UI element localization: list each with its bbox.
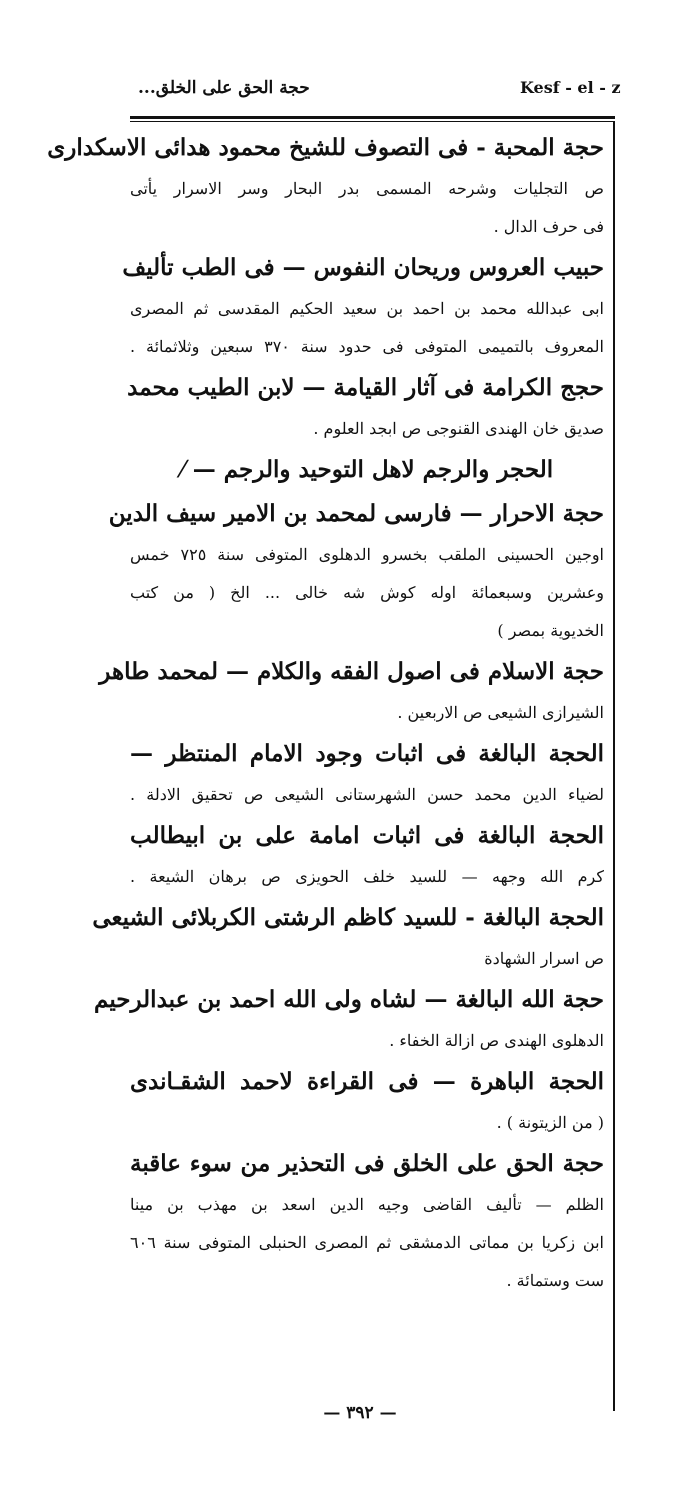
text-line: حجة الاحرار — فارسى لمحمد بن الامير سيف الدين [108, 500, 604, 527]
header-rule [130, 116, 615, 119]
text-line: صديق خان الهندى القنوجى ص ابجد العلوم . [313, 419, 604, 438]
text-line: وعشرين وسبعمائة اوله كوش شه خالى ... الخ ( من كتب [130, 583, 604, 602]
text-line: فى حرف الدال . [493, 217, 604, 236]
header-rule-thin [130, 121, 615, 122]
text-line: الحجة البالغة - للسيد كاظم الرشتى الكربلائى الشيعى [92, 904, 604, 931]
text-line: الشيرازى الشيعى ص الاربعين . [397, 703, 604, 722]
margin-rule [613, 121, 615, 1411]
text-line: ( من الزيتونة ) . [496, 1113, 604, 1132]
text-line: الخديوية بمصر ) [497, 621, 604, 640]
text-line: الظلم — تأليف القاضى وجيه الدين اسعد بن مهذب بن مينا [130, 1195, 604, 1214]
entries-column [47, 126, 605, 1300]
text-line: حجة الله البالغة — لشاه ولى الله احمد بن عبدالرحيم [94, 986, 604, 1013]
text-line: الحجة الباهرة — فى القراءة لاحمد الشقـاندى [130, 1068, 604, 1095]
text-line: حجة المحبة - فى التصوف للشيخ محمود هدائى الاسكدارى [47, 134, 604, 161]
page-number: — ٣٩٢ — [323, 1403, 397, 1423]
text-line: اوجين الحسينى الملقب بخسرو الدهلوى المتوفى سنة ٧٢٥ خمس [130, 545, 605, 564]
text-line: كرم الله وجهه — للسيد خلف الحويزى ص برهان الشيعة . [130, 867, 604, 886]
text-line: المعروف بالتميمى المتوفى فى حدود سنة ٣٧٠ سبعين وثلاثمائة . [130, 337, 604, 356]
text-line: حجج الكرامة فى آثار القيامة — لابن الطيب محمد [127, 374, 604, 401]
text-line: حجة الحق على الخلق فى التحذير من سوء عاقبة [130, 1150, 604, 1177]
running-title: حجة الحق على الخلق... [138, 78, 310, 98]
text-line: الحجة البالغة فى اثبات وجود الامام المنتظر — [130, 740, 604, 767]
text-line: ابى عبدالله محمد بن احمد بن سعيد الحكيم المقدسى ثم المصرى [130, 299, 604, 318]
text-line: الدهلوى الهندى ص ازالة الخفاء . [389, 1031, 604, 1050]
text-line: حجة الاسلام فى اصول الفقه والكلام — لمحمد طاهر [99, 658, 604, 685]
text-line: الحجة البالغة فى اثبات امامة على بن ابيطالب [130, 822, 604, 849]
text-line: ابن زكريا بن مماتى الدمشقى ثم المصرى الحنبلى المتوفى سنة ٦٠٦ [130, 1233, 604, 1252]
text-line: ص اسرار الشهادة [484, 949, 604, 968]
text-line: ست وستمائة . [506, 1271, 604, 1290]
text-line: حبيب العروس وريحان النفوس — فى الطب تأليف [122, 254, 604, 281]
text-line: لضياء الدين محمد حسن الشهرستانى الشيعى ص تحقيق الادلة . [130, 785, 604, 804]
running-title-latin: Kesf - el - z [520, 78, 621, 97]
text-line: ص التجليات وشرحه المسمى بدر البحار وسر الاسرار يأتى [130, 179, 604, 198]
text-line: الحجر والرجم لاهل التوحيد والرجم — ⁄ [180, 456, 554, 483]
